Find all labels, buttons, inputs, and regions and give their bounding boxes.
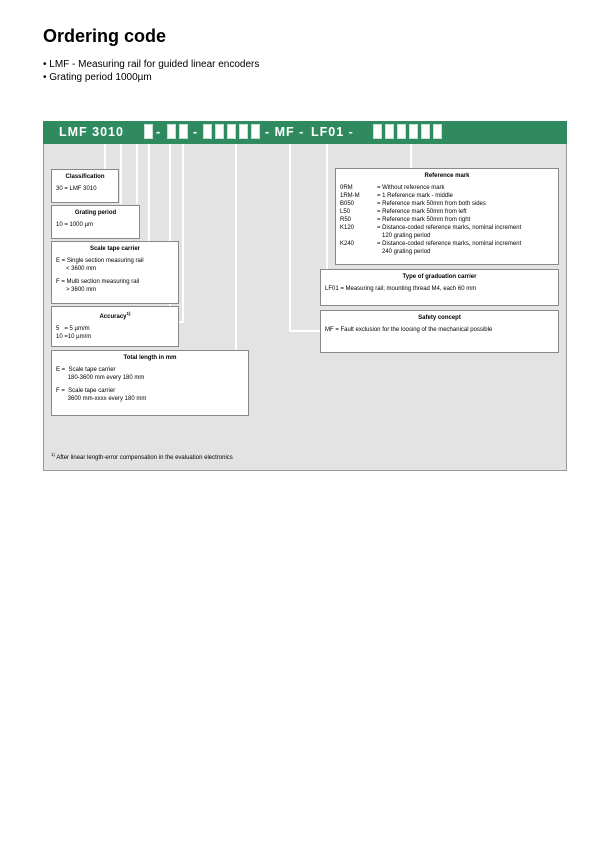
code-slot [215, 124, 224, 139]
code-slot [421, 124, 430, 139]
box-line: E = Scale tape carrier [56, 367, 116, 373]
reference-row: K120 = Distance-coded reference marks, nominal increment 120 grating period [340, 225, 522, 239]
connector-line [182, 144, 184, 323]
code-safety-segment: - MF - [265, 125, 305, 139]
connector-line [410, 144, 412, 169]
box-title: Scale tape carrier [89, 246, 141, 252]
feature-item: • Grating period 1000µm [43, 71, 259, 84]
connector-line [120, 144, 122, 204]
code-slot [409, 124, 418, 139]
code-slot [167, 124, 176, 139]
accuracy-box [51, 306, 179, 347]
box-line: F = Multi section measuring rail [56, 279, 140, 285]
scale-tape-carrier-box [51, 241, 179, 304]
connector-line [148, 144, 150, 242]
box-line: 30 = LMF 3010 [56, 186, 97, 192]
box-line: 180-3600 mm every 180 mm [56, 375, 145, 381]
connector-line [326, 144, 328, 270]
feature-list [43, 58, 259, 84]
code-graduation-segment: LF01 - [311, 125, 354, 139]
footnote: $^{1)}$ After linear length-error compensation in the evaluation electronics [51, 452, 233, 461]
code-slot [227, 124, 236, 139]
classification-box [51, 169, 119, 203]
box-line: MF = Fault exclusion for the loosing of the mechanical possible [325, 327, 493, 333]
connector-line [104, 144, 106, 170]
box-title: Accuracy$^{1)}$ [99, 311, 131, 320]
code-slot [144, 124, 153, 139]
box-line: 10 = 1000 µm [56, 222, 93, 228]
ordering-code-header [43, 121, 567, 144]
code-slot [373, 124, 382, 139]
reference-row: R50 = Reference mark 50mm from right [340, 217, 471, 223]
feature-item: • LMF - Measuring rail for guided linear encoders [43, 58, 259, 71]
code-slot [433, 124, 442, 139]
code-slot [239, 124, 248, 139]
code-slot [385, 124, 394, 139]
connector-line [289, 144, 291, 331]
graduation-carrier-box [320, 269, 559, 306]
connector-line [289, 330, 321, 332]
code-separator: - [156, 125, 162, 139]
reference-row: L50 = Reference mark 50mm from left [340, 209, 467, 215]
total-length-box [51, 350, 249, 416]
box-line: E = Single section measuring rail [56, 258, 144, 264]
box-title: Total length in mm [123, 355, 177, 361]
reference-row: K240 = Distance-coded reference marks, nominal increment 240 grating period [340, 241, 522, 255]
box-title: Classification [65, 174, 105, 180]
connector-line [235, 144, 237, 351]
box-title: Type of graduation carrier [402, 274, 477, 280]
reference-mark-box [335, 168, 559, 265]
grating-period-box [51, 205, 140, 239]
reference-row: 0RM = Without reference mark [340, 185, 445, 191]
box-title: Reference mark [424, 173, 470, 179]
reference-row: 1RM-M = 1 Reference mark - middle [340, 193, 453, 199]
code-prefix: LMF 3010 [59, 125, 124, 139]
code-slot [251, 124, 260, 139]
connector-line [136, 144, 138, 204]
page-title: Ordering code [43, 26, 167, 46]
box-line: 5 = 5 µm/m [56, 326, 90, 332]
box-line: > 3600 mm [56, 287, 97, 293]
box-line: F = Scale tape carrier [56, 388, 116, 394]
box-line: < 3600 mm [56, 266, 97, 272]
code-separator: - [193, 125, 199, 139]
box-line: 10 =10 µm/m [56, 334, 92, 340]
box-line: 3600 mm-xxxx every 180 mm [56, 396, 147, 402]
code-slot [203, 124, 212, 139]
code-slot [397, 124, 406, 139]
code-slot [179, 124, 188, 139]
safety-concept-box [320, 310, 559, 353]
box-line: LF01 = Measuring rail; mounting thread M4, each 60 mm [325, 286, 477, 292]
reference-row: B050 = Reference mark 50mm from both sides [340, 201, 486, 207]
box-title: Grating period [74, 210, 117, 216]
box-title: Safety concept [418, 315, 461, 321]
